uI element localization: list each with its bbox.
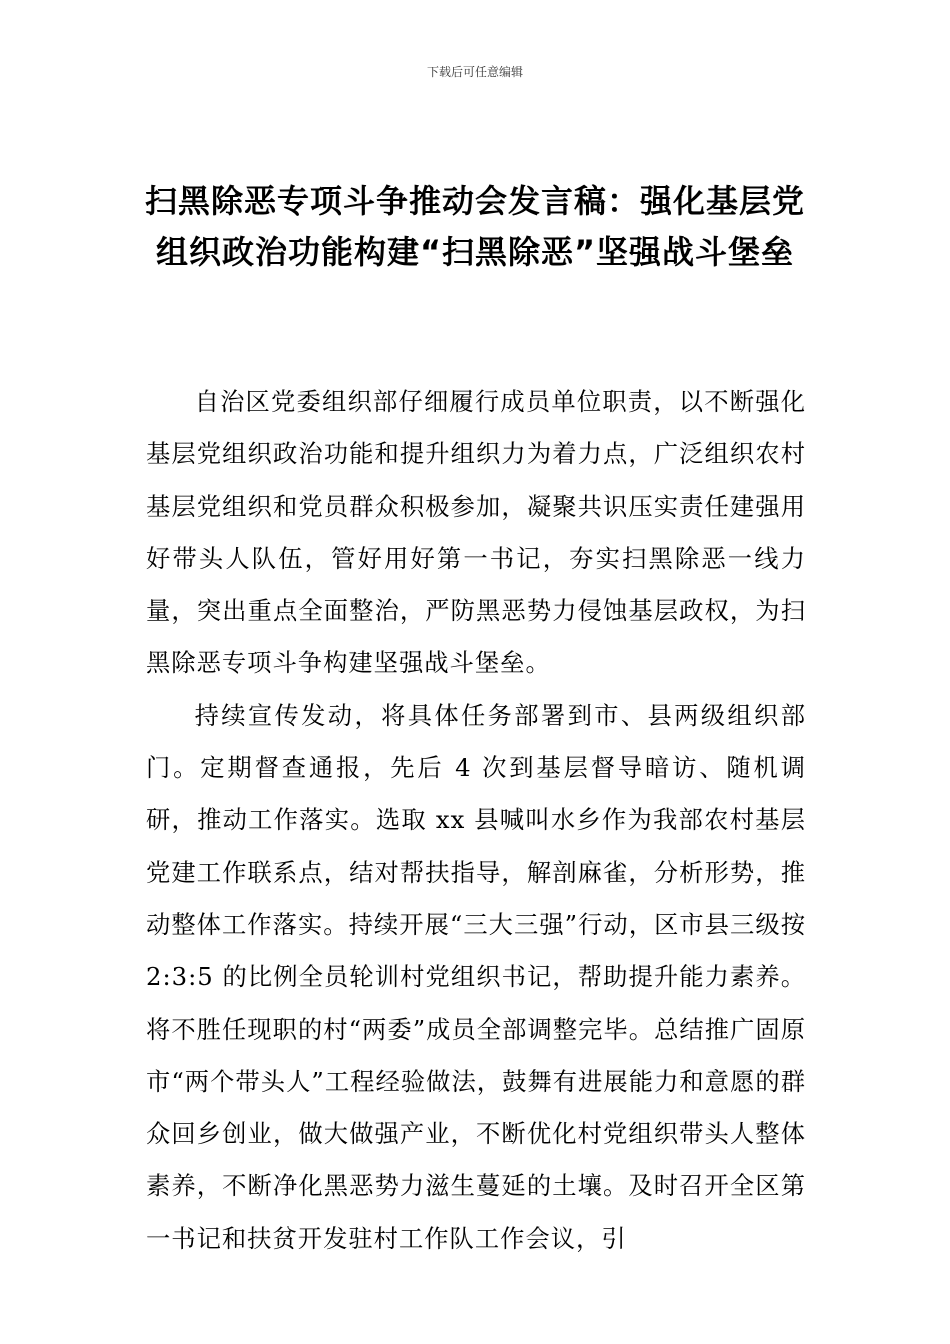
header-note: 下载后可任意编辑 [426,65,523,79]
document-body [146,376,806,1265]
body-paragraph: 自治区党委组织部仔细履行成员单位职责，以不断强化基层党组织政治功能和提升组织力为着力点，广泛组织农村基层党组织和党员群众积极参加，凝聚共识压实责任建强用好带头人队伍，管好用好第一书记，夯实扫黑除恶一线力量，突出重点全面整治，严防黑恶势力侵蚀基层政权，为扫黑除恶专项斗争构建坚强战斗堡垒。 [146,387,806,678]
body-paragraph: 持续宣传发动，将具体任务部署到市、县两级组织部门。定期督查通报，先后 4 次到基层督导暗访、随机调研，推动工作落实。选取 xx 县喊叫水乡作为我部农村基层党建工作联系点，结对帮扶指导，解剖麻雀，分析形势，推动整体工作落实。持续开展“三大三强”行动，区市县三级按 2:3:5 的比例全员轮训村党组织书记，帮助提升能力素养。将不胜任现职的村“两委”成员全部调整完毕。总结推广固原市“两个带头人”工程经验做法，鼓舞有进展能力和意愿的群众回乡创业，做大做强产业，不断优化村党组织带头人整体素养，不断净化黑恶势力滋生蔓延的土壤。及时召开全区第一书记和扶贫开发驻村工作队工作会议，引 [146,700,806,1253]
document-title: 扫黑除恶专项斗争推动会发言稿：强化基层党组织政治功能构建“扫黑除恶”坚强战斗堡垒 [145,182,806,271]
